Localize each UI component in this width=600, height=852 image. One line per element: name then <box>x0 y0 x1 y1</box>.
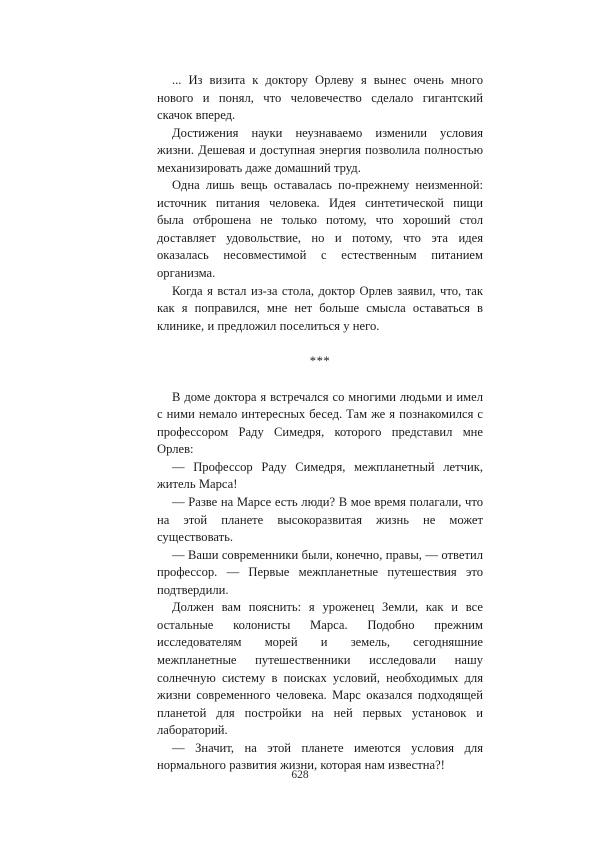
dialogue-paragraph: — Разве на Марсе есть люди? В мое время полагали, что на этой планете высокоразвитая жизнь не может существовать. <box>157 495 483 545</box>
dialogue-paragraph: — Значит, на этой планете имеются условия для нормального развития жизни, которая нам известна?! <box>157 740 483 773</box>
paragraph: Когда я встал из-за стола, доктор Орлев заявил, что, так как я поправился, мне нет больше смысла оставаться в клинике, и предложил поселиться у него. <box>157 283 483 333</box>
page-number: 628 <box>291 769 309 781</box>
scene-break-separator: *** <box>309 354 331 369</box>
paragraph: ... Из визита к доктору Орлеву я вынес очень много нового и понял, что человечество сделало гигантский скачок вперед. <box>157 73 483 123</box>
dialogue-paragraph: — Профессор Раду Симедря, межпланетный летчик, житель Марса! <box>157 459 483 492</box>
paragraph: Должен вам пояснить: я уроженец Земли, как и все остальные колонисты Марса. Подобно прежним исследователям морей и земель, сегодняшние межпланетные путешественники исследовали нашу солнечную систему в поисках условий, необходимых для жизни современного человека. Марс оказался подходящей планетой для постройки на ней первых установок и лабораторий. <box>157 600 483 738</box>
paragraph: Одна лишь вещь оставалась по-прежнему неизменной: источник питания человека. Идея синтетической пищи была отброшена не только потому, что хороший стол доставляет удовольствие, но и потому, что эта идея оказалась несовместимой с естественным питанием организма. <box>157 178 483 281</box>
body-text-column <box>157 72 483 775</box>
paragraph: В доме доктора я встречался со многими людьми и имел с ними немало интересных бесед. Там же я познакомился с профессором Раду Симедря, которого представил мне Орлев: <box>157 389 483 457</box>
paragraph: Достижения науки неузнаваемо изменили условия жизни. Дешевая и доступная энергия позволила полностью механизировать даже домашний труд. <box>157 125 483 175</box>
dialogue-paragraph: — Ваши современники были, конечно, правы, — ответил профессор. — Первые межпланетные путешествия это подтвердили. <box>157 547 483 597</box>
